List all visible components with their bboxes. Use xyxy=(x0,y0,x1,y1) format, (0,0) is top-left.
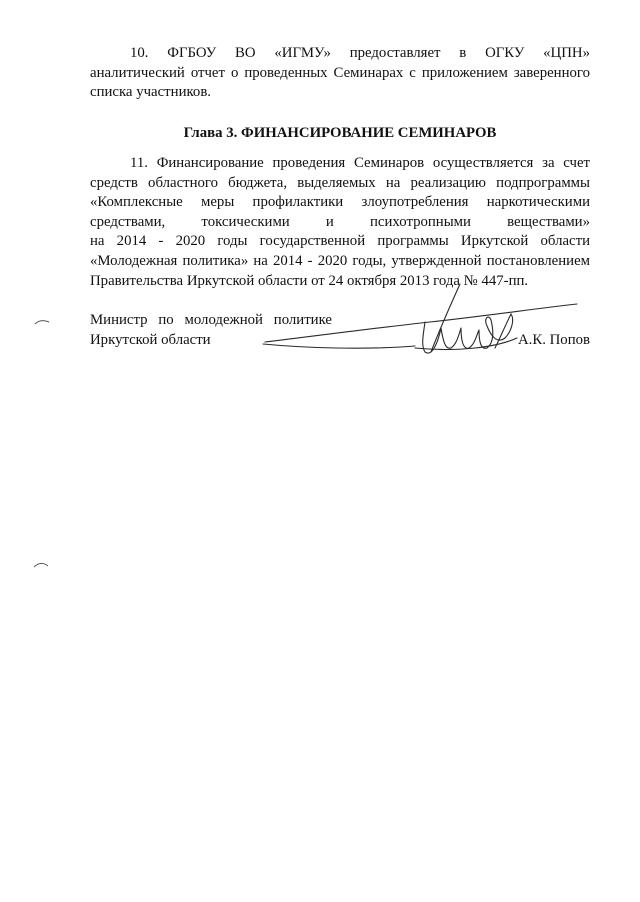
paragraph-11-line-2: средств областного бюджета, выделяемых на реализацию подпрограммы xyxy=(90,174,590,191)
paragraph-10-line-2: аналитический отчет о проведенных Семинарах с приложением заверенного xyxy=(90,64,590,81)
signatory-name: А.К. Попов xyxy=(517,332,590,348)
handwritten-signature xyxy=(255,278,605,368)
paragraph-11-line-7: Правительства Иркутской области от 24 октября 2013 года № 447-пп. xyxy=(90,272,529,289)
margin-mark xyxy=(34,318,50,326)
paragraph-10-line-3: списка участников. xyxy=(90,84,212,101)
paragraph-10-line-1: 10. ФГБОУ ВО «ИГМУ» предоставляет в ОГКУ «ЦПН» xyxy=(130,45,590,61)
paragraph-11-line-4: средствами, токсическими и психотропными веществами» xyxy=(90,213,590,230)
signatory-position-line-1: Министр по молодежной политике xyxy=(90,312,332,328)
paragraph-11-line-1: 11. Финансирование проведения Семинаров осуществляется за счет xyxy=(130,155,590,171)
paragraph-11 xyxy=(90,154,590,291)
paragraph-11-line-5: на 2014 - 2020 годы государственной программы Иркутской области xyxy=(90,233,590,250)
signatory-position-line-2: Иркутской области xyxy=(90,331,211,348)
margin-mark xyxy=(33,561,49,569)
paragraph-11-line-6: «Молодежная политика» на 2014 - 2020 годы, утвержденной постановлением xyxy=(90,252,590,269)
chapter-heading: Глава 3. ФИНАНСИРОВАНИЕ СЕМИНАРОВ xyxy=(183,125,497,141)
paragraph-11-line-3: «Комплексные меры профилактики злоупотребления наркотическими xyxy=(90,194,590,211)
paragraph-10 xyxy=(90,44,590,103)
